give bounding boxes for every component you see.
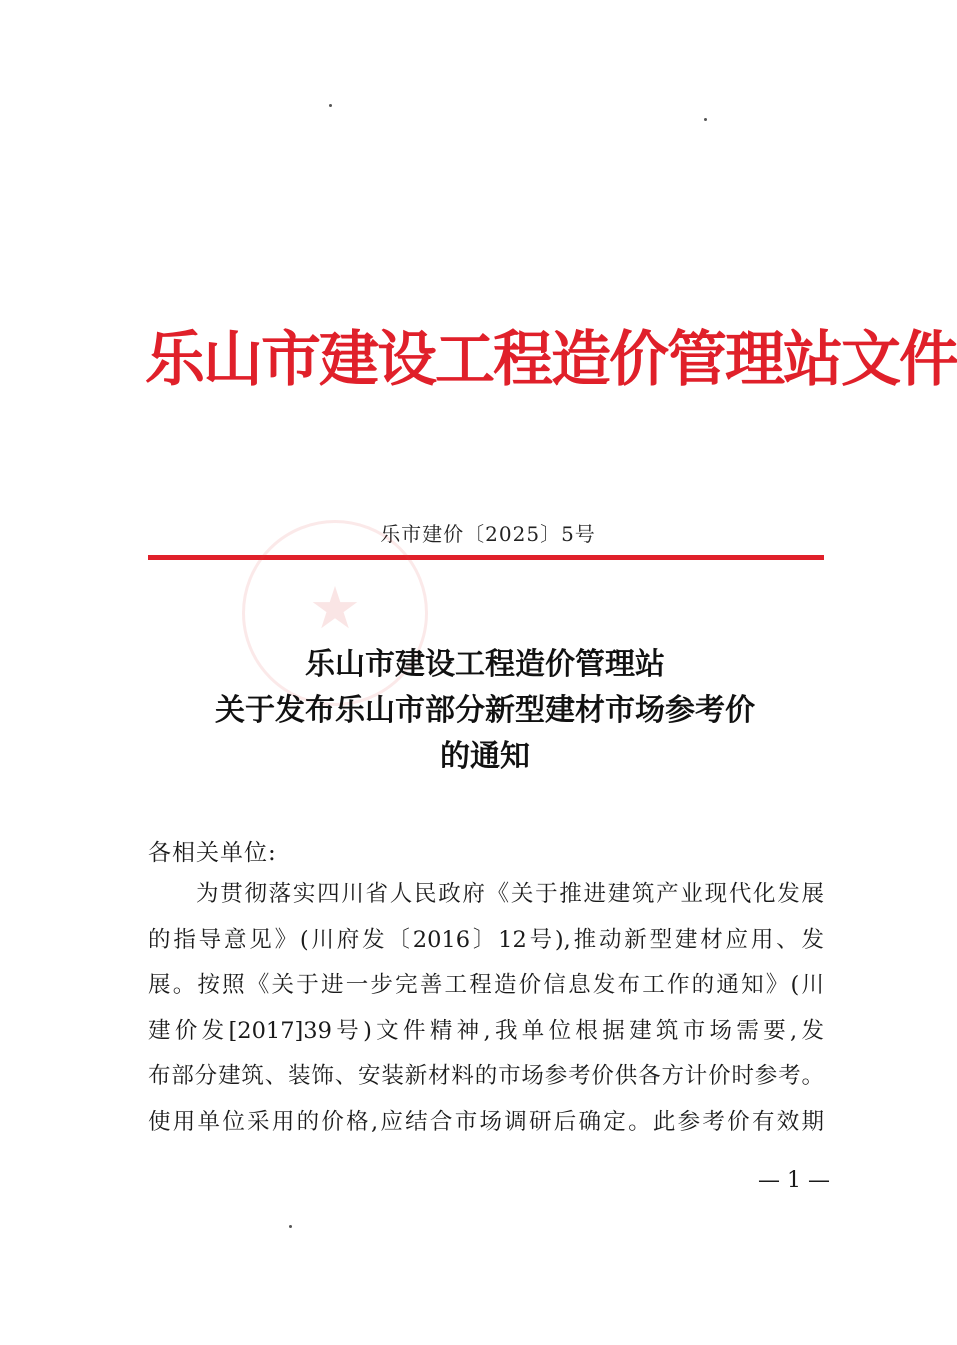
masthead-title: 乐山市建设工程造价管理站文件 bbox=[145, 325, 957, 395]
notice-title-line-1: 乐山市建设工程造价管理站 bbox=[305, 647, 665, 682]
scan-speck bbox=[329, 104, 332, 107]
scan-speck bbox=[289, 1225, 292, 1228]
page-number: — 1 — bbox=[758, 1168, 830, 1193]
body-line: 布部分建筑、装饰、安装新材料的市场参考价供各方计价时参考。 bbox=[148, 1063, 824, 1089]
notice-title-line-2: 关于发布乐山市部分新型建材市场参考价 bbox=[215, 693, 755, 728]
body-line: 建价发[2017]39号)文件精神,我单位根据建筑市场需要,发 bbox=[148, 1017, 824, 1044]
body-paragraph bbox=[148, 872, 824, 1145]
seal-star-icon: ★ bbox=[309, 574, 361, 642]
document-number: 乐市建价〔2025〕5号 bbox=[380, 522, 596, 546]
notice-title bbox=[150, 642, 820, 780]
body-line: 的指导意见》(川府发〔2016〕12号),推动新型建材应用、发 bbox=[148, 926, 824, 953]
body-line: 展。按照《关于进一步完善工程造价信息发布工作的通知》(川 bbox=[148, 972, 824, 998]
body-line: 使用单位采用的价格,应结合市场调研后确定。此参考价有效期 bbox=[148, 1108, 824, 1135]
red-divider-rule bbox=[148, 555, 824, 560]
scan-speck bbox=[704, 118, 707, 121]
salutation: 各相关单位: bbox=[148, 840, 277, 866]
notice-title-line-3: 的通知 bbox=[440, 739, 530, 774]
body-line: 为贯彻落实四川省人民政府《关于推进建筑产业现代化发展 bbox=[196, 881, 824, 907]
